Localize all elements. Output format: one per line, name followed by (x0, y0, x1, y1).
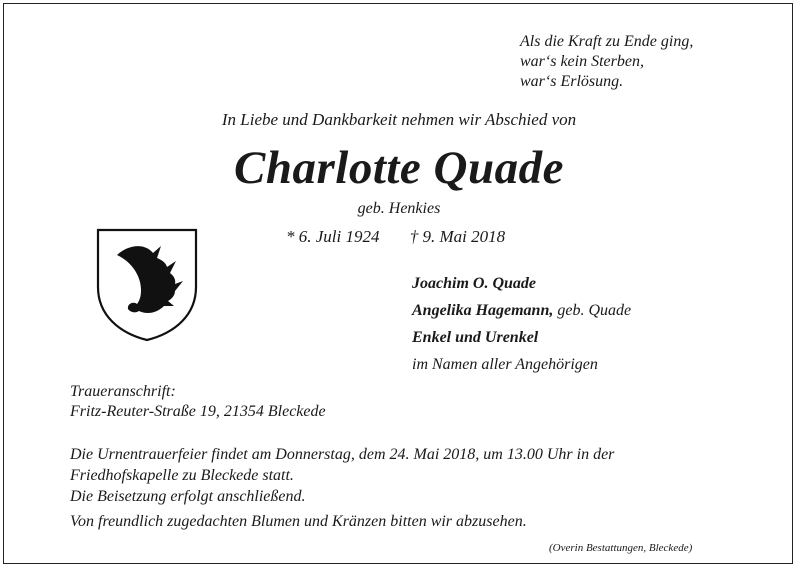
mourner-name: Joachim O. Quade (412, 275, 536, 292)
deceased-name: Charlotte Quade (233, 142, 564, 194)
address-label: Traueranschrift: (70, 383, 176, 400)
heraldic-antler-shield-icon (95, 227, 199, 343)
poem-line: Als die Kraft zu Ende ging, (520, 33, 694, 50)
mourners-list (412, 270, 631, 378)
farewell-intro: In Liebe und Dankbarkeit nehmen wir Abschied von (221, 110, 577, 129)
birth-name: geb. Henkies (357, 200, 441, 217)
mourner-group: Enkel und Urenkel (412, 329, 539, 346)
ceremony-line: Die Beisetzung erfolgt anschließend. (70, 488, 306, 505)
death-date: † 9. Mai 2018 (409, 227, 506, 246)
mourner-relatives: im Namen aller Angehörigen (412, 356, 598, 373)
poem-line: war‘s Erlösung. (520, 73, 624, 90)
funeral-home-credit: (Overin Bestattungen, Bleckede) (549, 542, 693, 554)
mourning-address (70, 382, 326, 422)
ceremony-info (70, 444, 614, 507)
flowers-note: Von freundlich zugedachten Blumen und Kränzen bitten wir abzusehen. (70, 513, 527, 530)
poem-line: war‘s kein Sterben, (520, 53, 644, 70)
address-street: Fritz-Reuter-Straße 19, 21354 Bleckede (70, 403, 326, 420)
poem (520, 32, 693, 92)
mourner-birth-name: geb. Quade (553, 302, 632, 319)
life-dates (286, 227, 505, 247)
obituary-notice (3, 3, 793, 564)
ceremony-line: Friedhofskapelle zu Bleckede statt. (70, 467, 294, 484)
mourner-entry (412, 297, 631, 324)
mourner-name: Angelika Hagemann, (412, 302, 554, 319)
ceremony-line: Die Urnentrauerfeier findet am Donnerstag, dem 24. Mai 2018, um 13.00 Uhr in der (70, 446, 615, 463)
birth-date: * 6. Juli 1924 (286, 227, 380, 246)
